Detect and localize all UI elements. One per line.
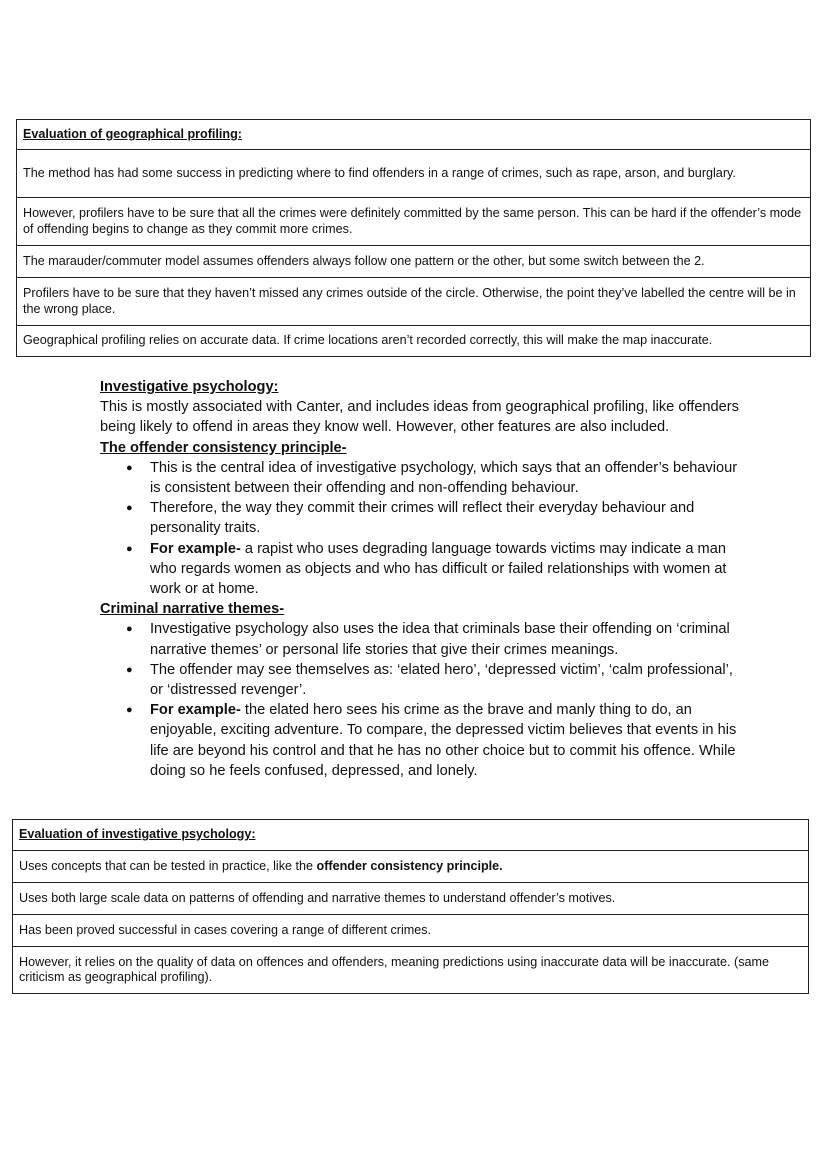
list-item — [100, 539, 740, 600]
list-item-text: a rapist who uses degrading language towards victims may indicate a man who regards women as objects and who has difficult or failed relationships with women at work or at home. — [150, 540, 727, 598]
table-cell: However, profilers have to be sure that all the crimes were definitely committed by the same person. This can be hard if the offender’s mode of offending begins to change as they commit more crimes. — [17, 198, 811, 246]
list-item — [100, 660, 740, 700]
table-row — [13, 947, 809, 994]
table-cell: The marauder/commuter model assumes offenders always follow one pattern or the other, but some switch between the 2. — [17, 246, 811, 278]
table-header-row — [17, 120, 811, 150]
intro-paragraph: This is mostly associated with Canter, and includes ideas from geographical profiling, like offenders being likely to offend in areas they know well. However, other features are also included. — [100, 399, 739, 436]
table-cell: Profilers have to be sure that they haven’t missed any crimes outside of the circle. Otherwise, the point they’ve labelled the centre will be in the wrong place. — [17, 278, 811, 326]
table-header-row — [13, 820, 809, 851]
table-row — [17, 246, 811, 278]
table-row — [17, 150, 811, 198]
example-lead: For example- — [150, 702, 241, 719]
bullet-icon: ● — [126, 704, 133, 717]
example-lead: For example- — [150, 540, 241, 557]
list-item-text: the elated hero sees his crime as the brave and manly thing to do, an enjoyable, exciting adventure. To compare, the depressed victim believes that events in his life are beyond his control and that he has no other choice but to commit his offence. While doing so he feels confused, depressed, and lonely. — [150, 702, 737, 779]
table-row — [17, 198, 811, 246]
section-title: Investigative psychology: — [100, 379, 279, 395]
list-item-text: The offender may see themselves as: ‘elated hero’, ‘depressed victim’, ‘calm professional’, or ‘distressed revenger’. — [150, 661, 733, 699]
table-cell — [13, 851, 809, 883]
table-heading: Evaluation of geographical profiling: — [17, 120, 811, 150]
list-item-text: This is the central idea of investigative psychology, which says that an offender’s behaviour is consistent between their offending and non-offending behaviour. — [150, 459, 738, 497]
list-item — [100, 458, 740, 498]
bullet-icon: ● — [126, 623, 133, 636]
criminal-narrative-list — [100, 619, 740, 781]
offender-consistency-list — [100, 458, 740, 599]
table-cell: Uses both large scale data on patterns of offending and narrative themes to understand offender’s motives. — [13, 883, 809, 915]
bullet-icon: ● — [126, 542, 133, 555]
bullet-icon: ● — [126, 663, 133, 676]
subsection-title: Criminal narrative themes- — [100, 601, 285, 618]
list-item — [100, 700, 740, 781]
table-row — [13, 915, 809, 947]
list-item — [100, 498, 740, 538]
key-term: offender consistency principle. — [316, 858, 503, 873]
list-item — [100, 619, 740, 659]
geographical-profiling-evaluation-table — [16, 119, 811, 357]
table-cell: The method has had some success in predicting where to find offenders in a range of crimes, such as rape, arson, and burglary. — [17, 150, 811, 198]
table-row — [13, 851, 809, 883]
investigative-psychology-evaluation-table — [12, 819, 809, 994]
table-cell: However, it relies on the quality of data on offences and offenders, meaning predictions using inaccurate data will be inaccurate. (same criticism as geographical profiling). — [13, 947, 809, 994]
table-row — [17, 278, 811, 326]
table-heading: Evaluation of investigative psychology: — [13, 820, 809, 851]
subsection-title: The offender consistency principle- — [100, 439, 347, 456]
table-cell: Has been proved successful in cases covering a range of different crimes. — [13, 915, 809, 947]
bullet-icon: ● — [126, 461, 133, 474]
table-row — [13, 883, 809, 915]
table-row — [17, 326, 811, 357]
list-item-text: Therefore, the way they commit their crimes will reflect their everyday behaviour and personality traits. — [150, 500, 695, 537]
list-item-text: Investigative psychology also uses the idea that criminals base their offending on ‘criminal narrative themes’ or personal life stories that give their crimes meanings. — [150, 621, 730, 658]
table-cell: Geographical profiling relies on accurate data. If crime locations aren’t recorded correctly, this will make the map inaccurate. — [17, 326, 811, 357]
table-cell-text: Uses concepts that can be tested in practice, like the — [19, 858, 317, 873]
bullet-icon: ● — [126, 502, 133, 515]
investigative-psychology-section — [100, 377, 740, 781]
